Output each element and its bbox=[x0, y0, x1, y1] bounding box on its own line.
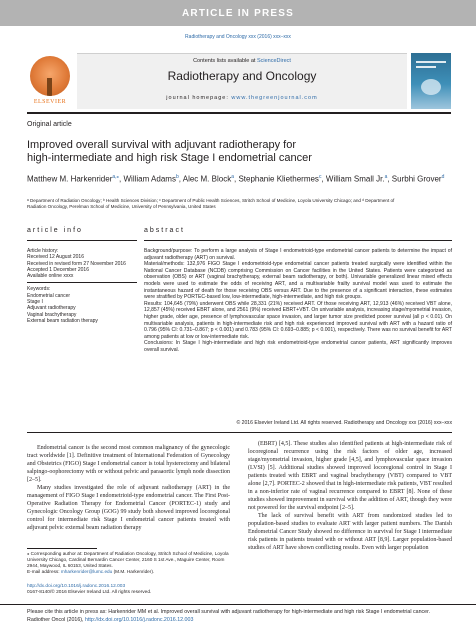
history-date: Received 12 August 2016 bbox=[27, 254, 84, 261]
publisher-logo[interactable] bbox=[27, 53, 73, 109]
author-name[interactable]: Surbhi Grover bbox=[391, 174, 442, 184]
keyword: External beam radiation therapy bbox=[27, 317, 98, 324]
author-name[interactable]: William Small Jr. bbox=[325, 174, 385, 184]
journal-header bbox=[27, 53, 451, 109]
history-list bbox=[27, 254, 137, 279]
journal-title-box bbox=[77, 53, 407, 109]
journal-citation-line bbox=[0, 34, 476, 40]
abstract-paragraph: Material/methods: 132,976 FIGO Stage I endometrioid-type endometrial cancer patients treated surgically were identified within the National Cancer Database (NCDB) comprising Commission on Cancer facilities in the United States. Patients were categorized as observation (OBS) or ART (vaginal brachytherapy, external beam radiotherapy, or both). Univariable generalized linear mixed effects models were used to estimate the odds of receiving ART, and a multivariable frailty survival model was used to estimate the instantaneous hazard of death for those receiving OBS versus ART. Due to the presence of a significant interaction, these estimates were stratified by PORTEC-based low, low-intermediate, high-intermediate, and high risk groups. bbox=[144, 261, 452, 301]
affiliations: ᵃ Department of Radiation Oncology; ᵇ Health Sciences Division; ᶜ Department of Public Health Sciences, Stritch School of Medicine, Loyola University Chicago; and ᵈ Department of Radiation Oncology, Perelman School of Medicine, University of Pennsylvania, United States bbox=[27, 198, 395, 210]
article-info bbox=[27, 248, 137, 324]
body-paragraph: The lack of survival benefit with ART from randomized studies led to population-based studies to evaluate ART with larger patient numbers. The Danish Endometrial Cancer Study showed no difference in survival for Stage I intermediate risk patients in patients treated with or without ART [8,9]. Larger population-based studies of ART have shown conflicting results. Even with larger population bbox=[248, 513, 452, 551]
author-name[interactable]: William Adams bbox=[123, 174, 176, 184]
publisher-name: ELSEVIER bbox=[33, 99, 67, 105]
elsevier-tree-icon bbox=[30, 56, 70, 96]
body-paragraph: (EBRT) [4,5]. These studies also identified patients at high-intermediate risk of locoregional recurrence using the risk factors of older age, increased stage/myometrial invasion, higher grade [4,5], and lymphovascular space invasion (LVSI) [5]. Additional studies showed improved locoregional control in Stage I patients treated with EBRT and vaginal brachytherapy (VBT) compared to VBT alone [2,7]. PORTEC-2 showed that in high-intermediate risk patients, VBT resulted in a non-inferior rate of vaginal recurrence compared to EBRT [8]. None of these studies showed improvement in survival with the addition of ART, though they were not powered for the survival endpoint [2–5]. bbox=[248, 441, 452, 511]
author-separator: , bbox=[233, 174, 239, 184]
keyword: Endometrial cancer bbox=[27, 292, 71, 299]
abstract-paragraph: Conclusions: In Stage I high-intermediate and high risk endometrioid-type endometrial cancer patients, ART significantly improves overall survival. bbox=[144, 340, 452, 353]
author-name[interactable]: Alec M. Block bbox=[182, 174, 232, 184]
citation-doi-link[interactable]: http://dx.doi.org/10.1016/j.radonc.2016.12.003 bbox=[85, 616, 194, 623]
abstract-paragraph: Results: 104,645 (79%) underwent OBS while 28,331 (21%) received ART. Of those receiving ART, 12,913 (46%) received VBT alone, 12,857 (45%) received EBRT alone, and 2561 (9%) received EBRT+VBT. On univariable analysis, increasing stage/myometrial invasion, higher grade, older age, presence of lymphovascular space invasion, and larger tumor size predicted poorer survival (all p < 0.01). On multivariable analysis, patients in high-intermediate risk and high risk experienced improved survival with ART with a hazard ratio of 0.796 (95% CI: 0.731–0.867; p < 0.001) and 0.783 (95% CI: 0.693–0.885; p < 0.001), respectively. There was no survival benefit for ART among patients at low or low-intermediate risk. bbox=[144, 300, 452, 340]
sciencedirect-link[interactable]: ScienceDirect bbox=[256, 58, 291, 64]
contents-line: Contents lists available at ScienceDirect bbox=[193, 58, 291, 64]
abstract-bottom-rule bbox=[27, 432, 452, 433]
corresponding-author-footnote: ⁎ Corresponding author at: Department of Radiation Oncology, Stritch School of Medicine, Loyola University Chicago, Cardinal Bernardin Cancer Center, 2160 S 1st Ave., Maguire Center, Room 2944, Maywood, IL 60153, United States. E-mail address: mharkenrider@lumc.edu (M.M. Harkenrider). bbox=[27, 551, 229, 574]
body-paragraph: Endometrial cancer is the second most common malignancy of the gynecologic tract worldwide [1]. Definitive treatment of International Federation of Gynecology and Obstetrics (FIGO) Stage I endometrial cancer is total hysterectomy and bilateral salpingo-oophorectomy with or without pelvic and paraaortic lymph node dissection [2–5]. bbox=[27, 445, 230, 483]
journal-title: Radiotherapy and Oncology bbox=[167, 69, 317, 83]
author-affiliation-mark[interactable]: a bbox=[384, 174, 388, 180]
author-affiliation-mark[interactable]: a,⁎ bbox=[112, 174, 120, 180]
doi-block bbox=[27, 584, 151, 597]
header-rule bbox=[27, 112, 451, 114]
author-separator: , bbox=[387, 174, 392, 184]
history-date: Accepted 1 December 2016 bbox=[27, 266, 89, 273]
history-title: Article history: bbox=[27, 248, 59, 254]
info-rule bbox=[27, 240, 137, 241]
footnote-rule bbox=[27, 548, 97, 549]
article-in-press-banner bbox=[0, 0, 476, 26]
keyword: Adjuvant radiotherapy bbox=[27, 305, 76, 312]
author-affiliation-mark[interactable]: a bbox=[231, 174, 234, 180]
email-link[interactable]: mharkenrider@lumc.edu bbox=[60, 569, 113, 574]
keyword: Stage I bbox=[27, 299, 43, 306]
homepage-link[interactable]: www.thegreenjournal.com bbox=[231, 95, 318, 101]
keyword: Vaginal brachytherapy bbox=[27, 311, 77, 318]
article-type: Original article bbox=[27, 121, 72, 128]
homepage-line: journal homepage: www.thegreenjournal.com bbox=[166, 95, 318, 101]
author-name[interactable]: Matthew M. Harkenrider bbox=[27, 174, 113, 184]
author-affiliation-mark[interactable]: c bbox=[318, 174, 322, 180]
copyright-line: © 2016 Elsevier Ireland Ltd. All rights reserved. Radiotherapy and Oncology xxx (2016) xxx–xxx bbox=[236, 420, 452, 426]
abstract-heading: abstract bbox=[144, 227, 185, 234]
abstract-body bbox=[144, 248, 452, 354]
journal-cover-image[interactable] bbox=[411, 53, 451, 109]
abstract-rule bbox=[144, 240, 452, 241]
abstract-paragraph: Background/purpose: To perform a large analysis of Stage I endometrioid-type endometrial cancer patients to determine the impact of adjuvant radiotherapy (ART) on survival. bbox=[144, 248, 452, 261]
author-list bbox=[27, 172, 451, 185]
history-date: Received in revised form 27 November 2016 bbox=[27, 260, 126, 267]
author-name[interactable]: Stephanie Kliethermes bbox=[238, 174, 319, 184]
author-affiliation-mark[interactable]: b bbox=[175, 174, 179, 180]
article-info-heading: article info bbox=[27, 227, 83, 234]
body-paragraph: Many studies investigated the role of adjuvant radiotherapy (ART) in the management of FIGO Stage I endometrioid-type endometrial cancer. The First Post-Operative Radiation Therapy for Endometrial Cancer (PORTEC-1) study and Gynecologic Oncology Group (GOG) 99 study both showed improved locoregional control for intermediate risk Stage I endometrial cancer patients treated with adjuvant pelvic external beam radiation therapy bbox=[27, 485, 230, 531]
body-column-right bbox=[248, 440, 452, 552]
author-separator: , bbox=[119, 174, 124, 184]
keywords-title: Keywords: bbox=[27, 286, 51, 293]
article-title: Improved overall survival with adjuvant radiotherapy for high-intermediate and high risk Stage I endometrial cancer bbox=[27, 139, 312, 164]
doi-link[interactable]: http://dx.doi.org/10.1016/j.radonc.2016.12.003 bbox=[27, 584, 126, 589]
keywords-list bbox=[27, 293, 137, 324]
citation-link[interactable]: Radiotherapy and Oncology xxx (2016) xxx–xxx bbox=[185, 34, 291, 40]
issn-line: 0167-8140/© 2016 Elsevier Ireland Ltd. All rights reserved. bbox=[27, 590, 152, 596]
author-affiliation-mark[interactable]: d bbox=[441, 174, 445, 180]
history-date: Available online xxxx bbox=[27, 273, 74, 280]
author-separator: , bbox=[178, 174, 183, 184]
banner-text: ARTICLE IN PRESS bbox=[182, 7, 294, 19]
author-separator: , bbox=[321, 174, 326, 184]
body-column-left bbox=[27, 444, 230, 532]
citation-box: Please cite this article in press as: Harkenrider MM et al. Improved overall survival with adjuvant radiotherapy for high-intermediate and high risk Stage I endometrial cancer. Radiother Oncol (2016), http://dx.doi.org/10.1016/j.radonc.2016.12.003 bbox=[0, 604, 476, 634]
